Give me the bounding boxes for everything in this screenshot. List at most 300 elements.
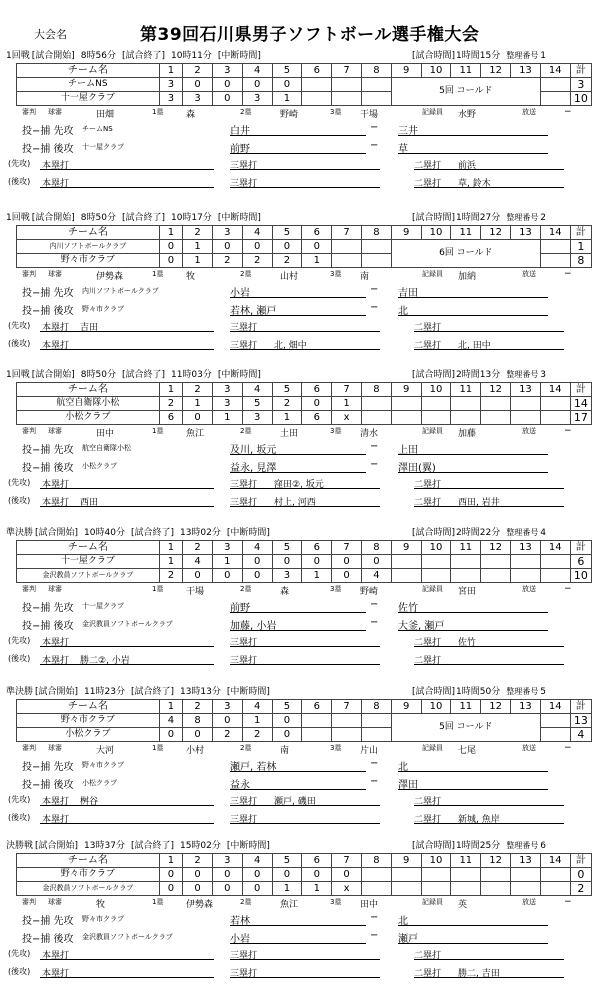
battery-line bbox=[18, 775, 598, 790]
end-label: [試合終了] bbox=[130, 687, 174, 697]
inning-score bbox=[540, 78, 570, 92]
inning-header: 12 bbox=[481, 226, 511, 240]
inning-score bbox=[511, 882, 541, 896]
end-label: [試合終了] bbox=[121, 213, 165, 223]
inning-score: 3 bbox=[159, 92, 182, 106]
team-row bbox=[17, 397, 592, 411]
recorder-label: 記録員 bbox=[422, 108, 443, 116]
inning-score: 0 bbox=[272, 240, 302, 254]
plate-label: 球審 bbox=[48, 744, 62, 752]
end-time: 15時02分 bbox=[179, 841, 221, 851]
team-col-header: チーム名 bbox=[17, 226, 160, 240]
home-run-label: 本塁打 bbox=[42, 797, 70, 807]
team-total: 1 bbox=[570, 240, 591, 254]
team-name: 金沢教員ソフトボールクラブ bbox=[17, 882, 160, 896]
battery-label: 投−捕 先攻 bbox=[22, 126, 74, 137]
battery-label: 投−捕 先攻 bbox=[22, 762, 74, 773]
team-row bbox=[17, 240, 592, 254]
recorder: 英 bbox=[458, 900, 468, 910]
inning-score bbox=[421, 555, 451, 569]
inning-score bbox=[451, 868, 481, 882]
first-base-label: 1塁 bbox=[152, 108, 164, 116]
inning-header-row bbox=[17, 854, 592, 868]
inning-score bbox=[540, 728, 570, 742]
battery-dash: − bbox=[370, 302, 379, 313]
inning-score bbox=[511, 411, 541, 425]
team-name: 内川ソフトボールクラブ bbox=[17, 240, 160, 254]
team-row bbox=[17, 78, 592, 92]
inning-header: 4 bbox=[242, 854, 272, 868]
inning-score bbox=[540, 868, 570, 882]
double-label: 二塁打 bbox=[414, 815, 442, 825]
duration-label: [試合時間] bbox=[412, 687, 456, 697]
inning-score: 0 bbox=[272, 868, 302, 882]
inning-header: 6 bbox=[302, 541, 332, 555]
triple-label: 三塁打 bbox=[230, 797, 258, 807]
hits-line bbox=[8, 476, 598, 490]
inning-score: 3 bbox=[183, 92, 213, 106]
header-left bbox=[6, 213, 267, 223]
inning-score bbox=[540, 397, 570, 411]
inning-score: 1 bbox=[302, 882, 332, 896]
inning-score: 0 bbox=[212, 569, 242, 583]
round-name: 準決勝 bbox=[6, 528, 34, 538]
inning-score bbox=[540, 240, 570, 254]
batting-side: (先攻) bbox=[8, 636, 31, 645]
inning-header: 9 bbox=[391, 541, 421, 555]
battery-line bbox=[18, 121, 598, 136]
inning-score: 1 bbox=[332, 397, 362, 411]
inning-score: 3 bbox=[242, 92, 272, 106]
inning-score: 0 bbox=[183, 868, 213, 882]
game-number: 1 bbox=[540, 51, 546, 61]
hits-line bbox=[8, 634, 598, 648]
pitcher: 加藤, 小岩 bbox=[230, 617, 366, 631]
inning-header: 12 bbox=[481, 854, 511, 868]
battery-line bbox=[18, 301, 598, 316]
plate-umpire: 牧 bbox=[96, 900, 106, 910]
umpires-line bbox=[18, 897, 598, 909]
hits-line bbox=[8, 793, 598, 807]
second-base-umpire: 土田 bbox=[280, 429, 299, 439]
inning-score: 0 bbox=[183, 882, 213, 896]
inning-header: 8 bbox=[361, 854, 391, 868]
plate-umpire: 伊勢森 bbox=[96, 272, 124, 282]
pause-label: [中断時間] bbox=[217, 51, 261, 61]
third-base-umpire: 清水 bbox=[360, 429, 379, 439]
battery-label: 投−捕 先攻 bbox=[22, 603, 74, 614]
inning-score: 0 bbox=[183, 569, 213, 583]
battery-team: 十一屋クラブ bbox=[82, 143, 124, 151]
duration-value: 2時間13分 bbox=[456, 370, 501, 380]
umpires-line bbox=[18, 107, 598, 119]
end-label: [試合終了] bbox=[130, 528, 174, 538]
start-label: [試合開始] bbox=[35, 687, 79, 697]
duration-value: 1時間25分 bbox=[456, 841, 501, 851]
double-field: 北, 田中 bbox=[414, 338, 564, 350]
team-total: 4 bbox=[570, 728, 591, 742]
start-time: 8時56分 bbox=[80, 51, 116, 61]
battery-dash: − bbox=[370, 758, 379, 769]
third-base-label: 3塁 bbox=[330, 744, 342, 752]
inning-score bbox=[302, 728, 332, 742]
inning-score bbox=[391, 868, 421, 882]
inning-score bbox=[421, 569, 451, 583]
header-right bbox=[412, 527, 552, 539]
inning-score: 0 bbox=[183, 411, 213, 425]
team-name: 金沢教員ソフトボールクラブ bbox=[17, 569, 160, 583]
inning-score: 5 bbox=[242, 397, 272, 411]
inning-header-row bbox=[17, 541, 592, 555]
first-base-umpire: 牧 bbox=[186, 272, 196, 282]
battery-line bbox=[18, 911, 598, 926]
inning-score: 0 bbox=[212, 868, 242, 882]
game-header bbox=[6, 212, 596, 224]
double-label: 二塁打 bbox=[414, 797, 442, 807]
start-label: [試合開始] bbox=[35, 528, 79, 538]
total-col-header: 計 bbox=[570, 700, 591, 714]
mgmt-label: 整理番号 bbox=[506, 687, 539, 696]
inning-score bbox=[302, 78, 332, 92]
recorder-label: 記録員 bbox=[422, 898, 443, 906]
inning-score bbox=[540, 714, 570, 728]
third-base-label: 3塁 bbox=[330, 270, 342, 278]
duration-label: [試合時間] bbox=[412, 51, 456, 61]
start-time: 13時37分 bbox=[84, 841, 125, 851]
inning-score: 0 bbox=[302, 868, 332, 882]
battery-line bbox=[18, 616, 598, 631]
battery-label: 投−捕 後攻 bbox=[22, 780, 74, 791]
inning-score bbox=[540, 411, 570, 425]
battery-label: 投−捕 先攻 bbox=[22, 288, 74, 299]
inning-score bbox=[421, 868, 451, 882]
header-right bbox=[412, 840, 552, 852]
inning-header: 14 bbox=[540, 383, 570, 397]
pause-label: [中断時間] bbox=[226, 528, 270, 538]
inning-header: 8 bbox=[361, 64, 391, 78]
inning-header: 13 bbox=[511, 383, 541, 397]
team-col-header: チーム名 bbox=[17, 541, 160, 555]
batting-side: (先攻) bbox=[8, 478, 31, 487]
batting-side: (後攻) bbox=[8, 967, 31, 976]
header-left bbox=[6, 370, 267, 380]
game-block bbox=[4, 686, 598, 852]
triple-label: 三塁打 bbox=[230, 498, 258, 508]
team-total: 17 bbox=[570, 411, 591, 425]
umpire-label: 審判 bbox=[22, 427, 36, 435]
round-name: 準決勝 bbox=[6, 687, 34, 697]
inning-score: 1 bbox=[302, 254, 332, 268]
pause-label: [中断時間] bbox=[217, 370, 261, 380]
inning-header: 2 bbox=[183, 700, 213, 714]
inning-score: 2 bbox=[272, 254, 302, 268]
home-run-label: 本塁打 bbox=[42, 323, 70, 333]
inning-header: 10 bbox=[421, 700, 451, 714]
header-right bbox=[412, 369, 552, 381]
pitcher: 前野 bbox=[230, 599, 366, 613]
inning-score bbox=[540, 92, 570, 106]
announcer: − bbox=[564, 269, 572, 279]
battery-dash: − bbox=[370, 122, 379, 133]
inning-header: 3 bbox=[212, 64, 242, 78]
inning-score bbox=[540, 254, 570, 268]
end-label: [試合終了] bbox=[130, 841, 174, 851]
inning-header: 7 bbox=[332, 64, 362, 78]
team-total: 0 bbox=[570, 868, 591, 882]
inning-score: 0 bbox=[302, 397, 332, 411]
inning-header: 14 bbox=[540, 541, 570, 555]
inning-score: x bbox=[332, 882, 362, 896]
game-number: 4 bbox=[540, 528, 546, 538]
battery-dash: − bbox=[370, 441, 379, 452]
inning-score: 2 bbox=[212, 728, 242, 742]
hits-line bbox=[8, 337, 598, 351]
inning-score: 3 bbox=[159, 78, 182, 92]
mgmt-label: 整理番号 bbox=[506, 528, 539, 537]
end-time: 11時03分 bbox=[170, 370, 212, 380]
battery-team: 航空自衛隊小松 bbox=[82, 444, 131, 452]
inning-score: 1 bbox=[272, 92, 302, 106]
inning-score: 6 bbox=[302, 411, 332, 425]
triple-field: 窪田②, 坂元 bbox=[230, 477, 380, 489]
duration-value: 1時間27分 bbox=[456, 213, 501, 223]
inning-score bbox=[451, 569, 481, 583]
inning-score bbox=[391, 569, 421, 583]
inning-score bbox=[332, 92, 362, 106]
inning-score: 1 bbox=[242, 714, 272, 728]
inning-score bbox=[332, 728, 362, 742]
battery-dash: − bbox=[370, 284, 379, 295]
first-base-label: 1塁 bbox=[152, 270, 164, 278]
inning-header: 14 bbox=[540, 854, 570, 868]
inning-score: 6 bbox=[159, 411, 182, 425]
inning-score: 0 bbox=[332, 569, 362, 583]
home-run-label: 本塁打 bbox=[42, 638, 70, 648]
inning-score: 1 bbox=[302, 569, 332, 583]
round-name: 1回戦 bbox=[6, 51, 30, 61]
battery-dash: − bbox=[370, 776, 379, 787]
team-name: チームNS bbox=[17, 78, 160, 92]
pitcher: 小岩 bbox=[230, 930, 366, 944]
battery-team: 小松クラブ bbox=[82, 779, 117, 787]
inning-score: 2 bbox=[272, 397, 302, 411]
team-name: 十一屋クラブ bbox=[17, 92, 160, 106]
inning-header: 5 bbox=[272, 854, 302, 868]
inning-score: 2 bbox=[242, 728, 272, 742]
start-time: 8時50分 bbox=[80, 370, 116, 380]
third-base-label: 3塁 bbox=[330, 585, 342, 593]
inning-header: 12 bbox=[481, 700, 511, 714]
inning-score: 0 bbox=[272, 78, 302, 92]
inning-header: 5 bbox=[272, 383, 302, 397]
inning-score: 0 bbox=[272, 728, 302, 742]
hits-line bbox=[8, 319, 598, 333]
inning-score: 0 bbox=[159, 868, 182, 882]
battery-dash: − bbox=[370, 617, 379, 628]
announcer: − bbox=[564, 426, 572, 436]
team-row bbox=[17, 411, 592, 425]
end-time: 10時11分 bbox=[170, 51, 212, 61]
home-run-label: 本塁打 bbox=[42, 341, 70, 351]
inning-header: 7 bbox=[332, 700, 362, 714]
inning-header-row bbox=[17, 700, 592, 714]
inning-header: 8 bbox=[361, 700, 391, 714]
third-base-umpire: 南 bbox=[360, 272, 370, 282]
total-col-header: 計 bbox=[570, 64, 591, 78]
inning-score: 3 bbox=[272, 569, 302, 583]
inning-score bbox=[391, 411, 421, 425]
inning-score bbox=[302, 714, 332, 728]
double-label: 二塁打 bbox=[414, 161, 442, 171]
batting-side: (後攻) bbox=[8, 496, 31, 505]
triple-label: 三塁打 bbox=[230, 323, 258, 333]
inning-score bbox=[451, 397, 481, 411]
plate-label: 球審 bbox=[48, 108, 62, 116]
inning-score bbox=[451, 555, 481, 569]
score-table bbox=[16, 63, 592, 106]
second-base-label: 2塁 bbox=[240, 585, 252, 593]
inning-score: 0 bbox=[159, 254, 182, 268]
double-label: 二塁打 bbox=[414, 638, 442, 648]
inning-header: 13 bbox=[511, 64, 541, 78]
pause-label: [中断時間] bbox=[226, 687, 270, 697]
second-base-umpire: 森 bbox=[280, 587, 290, 597]
inning-score bbox=[421, 397, 451, 411]
battery-line bbox=[18, 757, 598, 772]
inning-score bbox=[391, 397, 421, 411]
inning-score: 0 bbox=[212, 78, 242, 92]
plate-label: 球審 bbox=[48, 427, 62, 435]
inning-header: 14 bbox=[540, 64, 570, 78]
team-row bbox=[17, 569, 592, 583]
pitcher: 若林, 瀬戸 bbox=[230, 302, 366, 316]
team-name: 野々市クラブ bbox=[17, 868, 160, 882]
second-base-label: 2塁 bbox=[240, 898, 252, 906]
inning-score bbox=[361, 254, 391, 268]
inning-score bbox=[451, 882, 481, 896]
mgmt-label: 整理番号 bbox=[506, 841, 539, 850]
header-left bbox=[6, 528, 276, 538]
double-field: 勝二, 吉田 bbox=[414, 966, 564, 978]
first-base-label: 1塁 bbox=[152, 585, 164, 593]
first-base-label: 1塁 bbox=[152, 898, 164, 906]
inning-header: 14 bbox=[540, 226, 570, 240]
batting-side: (先攻) bbox=[8, 795, 31, 804]
battery-dash: − bbox=[370, 912, 379, 923]
game-block bbox=[4, 369, 598, 535]
announcer: − bbox=[564, 107, 572, 117]
inning-header: 11 bbox=[451, 541, 481, 555]
inning-header: 6 bbox=[302, 700, 332, 714]
start-time: 11時23分 bbox=[84, 687, 125, 697]
score-table bbox=[16, 225, 592, 268]
inning-score bbox=[332, 78, 362, 92]
game-number: 6 bbox=[540, 841, 546, 851]
inning-header: 1 bbox=[159, 64, 182, 78]
inning-score: 1 bbox=[183, 397, 213, 411]
home-run-field: 西田 bbox=[40, 495, 214, 507]
team-total: 14 bbox=[570, 397, 591, 411]
end-time: 10時17分 bbox=[170, 213, 212, 223]
team-name: 小松クラブ bbox=[17, 411, 160, 425]
plate-label: 球審 bbox=[48, 585, 62, 593]
second-base-umpire: 南 bbox=[280, 746, 290, 756]
inning-header: 5 bbox=[272, 64, 302, 78]
batting-side: (後攻) bbox=[8, 177, 31, 186]
first-base-umpire: 小村 bbox=[186, 746, 205, 756]
battery-label: 投−捕 後攻 bbox=[22, 463, 74, 474]
battery-team: 野々市クラブ bbox=[82, 761, 124, 769]
hits-line bbox=[8, 494, 598, 508]
inning-score: 0 bbox=[332, 555, 362, 569]
triple-label: 三塁打 bbox=[230, 951, 258, 961]
plate-umpire: 大河 bbox=[96, 746, 115, 756]
home-run-label: 本塁打 bbox=[42, 498, 70, 508]
recorder: 加納 bbox=[458, 272, 477, 282]
hits-line bbox=[8, 157, 598, 171]
inning-score bbox=[421, 882, 451, 896]
battery-team: 金沢教員ソフトボールクラブ bbox=[82, 933, 173, 941]
battery-line bbox=[18, 283, 598, 298]
page-header bbox=[0, 0, 600, 44]
pitcher: 益永, 見澤 bbox=[230, 459, 366, 473]
inning-score bbox=[481, 555, 511, 569]
announcer: − bbox=[564, 584, 572, 594]
end-label: [試合終了] bbox=[121, 370, 165, 380]
triple-label: 三塁打 bbox=[230, 480, 258, 490]
triple-label: 三塁打 bbox=[230, 656, 258, 666]
triple-label: 三塁打 bbox=[230, 341, 258, 351]
inning-header: 7 bbox=[332, 854, 362, 868]
triple-field: 瀬戸, 磯田 bbox=[230, 794, 380, 806]
first-base-label: 1塁 bbox=[152, 427, 164, 435]
recorder-label: 記録員 bbox=[422, 744, 443, 752]
battery-line bbox=[18, 139, 598, 154]
inning-score: 0 bbox=[212, 240, 242, 254]
start-label: [試合開始] bbox=[31, 213, 75, 223]
score-table bbox=[16, 382, 592, 425]
home-run-field: 勝二②, 小岩 bbox=[40, 653, 214, 665]
double-field: 新城, 魚岸 bbox=[414, 812, 564, 824]
recorder-label: 記録員 bbox=[422, 585, 443, 593]
inning-score: 2 bbox=[212, 254, 242, 268]
inning-score bbox=[361, 78, 391, 92]
double-label: 二塁打 bbox=[414, 341, 442, 351]
total-col-header: 計 bbox=[570, 226, 591, 240]
score-table bbox=[16, 853, 592, 896]
batting-side: (後攻) bbox=[8, 654, 31, 663]
umpire-label: 審判 bbox=[22, 898, 36, 906]
team-total: 2 bbox=[570, 882, 591, 896]
double-label: 二塁打 bbox=[414, 498, 442, 508]
catcher: 大釜, 瀬戸 bbox=[398, 617, 548, 631]
inning-header: 6 bbox=[302, 383, 332, 397]
double-label: 二塁打 bbox=[414, 480, 442, 490]
inning-score bbox=[451, 411, 481, 425]
inning-header: 8 bbox=[361, 226, 391, 240]
inning-score bbox=[481, 411, 511, 425]
third-base-label: 3塁 bbox=[330, 898, 342, 906]
inning-score bbox=[361, 882, 391, 896]
header-right bbox=[412, 50, 552, 62]
inning-score: 0 bbox=[183, 728, 213, 742]
announcer: − bbox=[564, 897, 572, 907]
battery-label: 投−捕 後攻 bbox=[22, 934, 74, 945]
inning-header: 13 bbox=[511, 541, 541, 555]
triple-label: 三塁打 bbox=[230, 815, 258, 825]
inning-score bbox=[540, 555, 570, 569]
inning-score: 3 bbox=[242, 411, 272, 425]
